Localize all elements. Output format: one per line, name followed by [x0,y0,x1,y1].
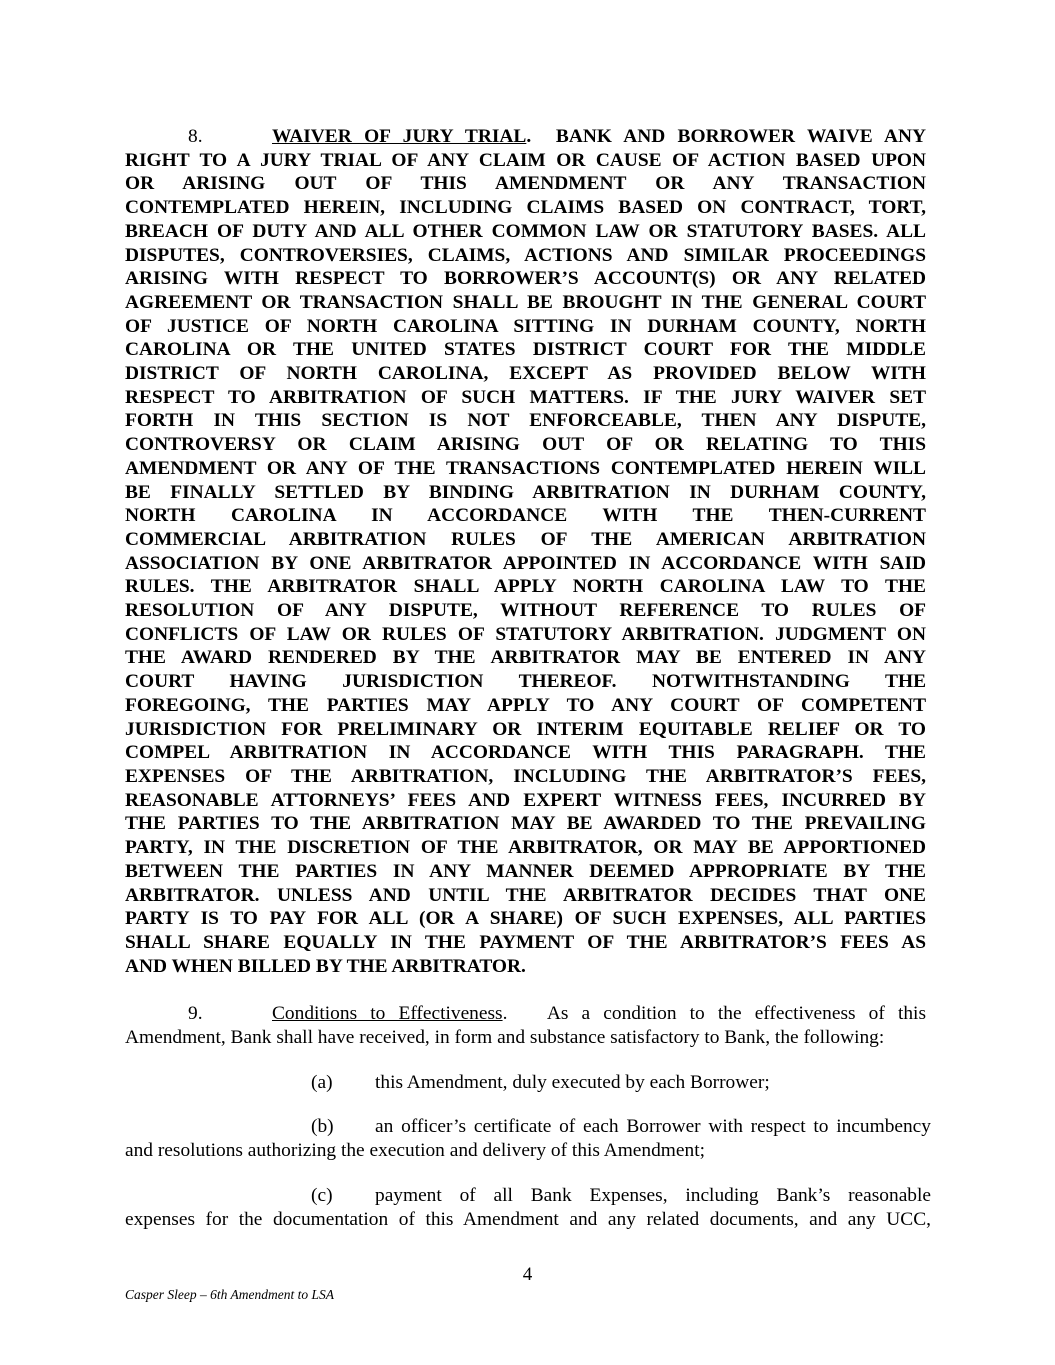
text-line: FOREGOING, THE PARTIES MAY APPLY TO ANY COURT OF COMPETENT [125,694,926,716]
text-line: CONFLICTS OF LAW OR RULES OF STATUTORY ARBITRATION. JUDGMENT ON [125,623,926,645]
text-line: OR ARISING OUT OF THIS AMENDMENT OR ANY TRANSACTION [125,173,926,195]
text-line: PARTY IS TO PAY FOR ALL (OR A SHARE) OF SUCH EXPENSES, ALL PARTIES [125,908,926,930]
text-line: FORTH IN THIS SECTION IS NOT ENFORCEABLE, THEN ANY DISPUTE, [125,410,926,432]
document-footer: Casper Sleep – 6th Amendment to LSA [125,1287,334,1302]
section-heading: Conditions to Effectiveness [272,1003,503,1024]
section-number: 8. [188,126,203,147]
text-line: DISTRICT OF NORTH CAROLINA, EXCEPT AS PROVIDED BELOW WITH [125,363,926,385]
text-line: COMPEL ARBITRATION IN ACCORDANCE WITH THIS PARAGRAPH. THE [125,742,926,764]
item-first-line [125,1184,931,1208]
section-heading: WAIVER OF JURY TRIAL [272,126,527,147]
section-heading-punct: . [502,1003,508,1024]
item-label: (c) [311,1185,333,1206]
text-line: JURISDICTION FOR PRELIMINARY OR INTERIM EQUITABLE RELIEF OR TO [125,718,926,740]
text-line: AGREEMENT OR TRANSACTION SHALL BE BROUGHT IN THE GENERAL COURT [125,291,926,313]
text-line: RIGHT TO A JURY TRIAL OF ANY CLAIM OR CAUSE OF ACTION BASED UPON [125,149,926,171]
text-line: RESOLUTION OF ANY DISPUTE, WITHOUT REFERENCE TO RULES OF [125,600,926,622]
condition-item-b [125,1115,931,1163]
text-line: RULES. THE ARBITRATOR SHALL APPLY NORTH CAROLINA LAW TO THE [125,576,926,598]
condition-item-a [125,1071,931,1095]
text-line: AMENDMENT OR ANY OF THE TRANSACTIONS CONTEMPLATED HEREIN WILL [125,457,926,479]
text-line: THE PARTIES TO THE ARBITRATION MAY BE AWARDED TO THE PREVAILING [125,813,926,835]
section-heading-punct: . [526,126,532,147]
section-8-first-line [125,125,926,149]
text-line: EXPENSES OF THE ARBITRATION, INCLUDING THE ARBITRATOR’S FEES, [125,765,926,787]
page-number: 4 [522,1264,533,1285]
item-text: an officer’s certificate of each Borrower with respect to incumbency [375,1116,931,1137]
text-line: CAROLINA OR THE UNITED STATES DISTRICT COURT FOR THE MIDDLE [125,339,926,361]
text-line: COURT HAVING JURISDICTION THEREOF. NOTWITHSTANDING THE [125,671,926,693]
text-line: OF JUSTICE OF NORTH CAROLINA SITTING IN DURHAM COUNTY, NORTH [125,315,926,337]
text-line: ASSOCIATION BY ONE ARBITRATOR APPOINTED IN ACCORDANCE WITH SAID [125,552,926,574]
item-continuation: expenses for the documentation of this Amendment and any related documents, and any UCC, [125,1209,931,1230]
text-line: BE FINALLY SETTLED BY BINDING ARBITRATION IN DURHAM COUNTY, [125,481,926,503]
text-line: REASONABLE ATTORNEYS’ FEES AND EXPERT WITNESS FEES, INCURRED BY [125,789,926,811]
item-label: (a) [311,1072,333,1093]
text-line: Amendment, Bank shall have received, in form and substance satisfactory to Bank, the following: [125,1027,885,1048]
item-continuation: and resolutions authorizing the execution and delivery of this Amendment; [125,1140,705,1161]
text-line: As a condition to the effectiveness of this [546,1003,926,1024]
text-line: BREACH OF DUTY AND ALL OTHER COMMON LAW OR STATUTORY BASES. ALL [125,220,926,242]
section-number: 9. [188,1003,203,1024]
item-label: (b) [311,1116,334,1137]
text-line: THE AWARD RENDERED BY THE ARBITRATOR MAY BE ENTERED IN ANY [125,647,926,669]
text-line: BETWEEN THE PARTIES IN ANY MANNER DEEMED APPROPRIATE BY THE [125,860,926,882]
section-8-waiver-of-jury-trial [125,125,926,978]
item-text: this Amendment, duly executed by each Borrower; [375,1072,770,1093]
text-line: CONTROVERSY OR CLAIM ARISING OUT OF OR RELATING TO THIS [125,434,926,456]
text-line: PARTY, IN THE DISCRETION OF THE ARBITRATOR, OR MAY BE APPORTIONED [125,837,926,859]
text-line: COMMERCIAL ARBITRATION RULES OF THE AMERICAN ARBITRATION [125,528,926,550]
text-line: ARISING WITH RESPECT TO BORROWER’S ACCOUNT(S) OR ANY RELATED [125,268,926,290]
condition-item-c [125,1184,931,1232]
text-line: DISPUTES, CONTROVERSIES, CLAIMS, ACTIONS AND SIMILAR PROCEEDINGS [125,244,926,266]
text-line: ARBITRATOR. UNLESS AND UNTIL THE ARBITRATOR DECIDES THAT ONE [125,884,926,906]
text-line: AND WHEN BILLED BY THE ARBITRATOR. [125,955,526,977]
section-9-first-line [125,1002,926,1026]
text-line: NORTH CAROLINA IN ACCORDANCE WITH THE THEN-CURRENT [125,505,926,527]
text-line: BANK AND BORROWER WAIVE ANY [555,126,926,147]
text-line: CONTEMPLATED HEREIN, INCLUDING CLAIMS BASED ON CONTRACT, TORT, [125,197,926,219]
text-line: SHALL SHARE EQUALLY IN THE PAYMENT OF THE ARBITRATOR’S FEES AS [125,931,926,953]
item-first-line [125,1115,931,1139]
item-text: payment of all Bank Expenses, including Bank’s reasonable [375,1185,931,1206]
section-9-conditions [125,1002,926,1050]
text-line: RESPECT TO ARBITRATION OF SUCH MATTERS. IF THE JURY WAIVER SET [125,386,926,408]
